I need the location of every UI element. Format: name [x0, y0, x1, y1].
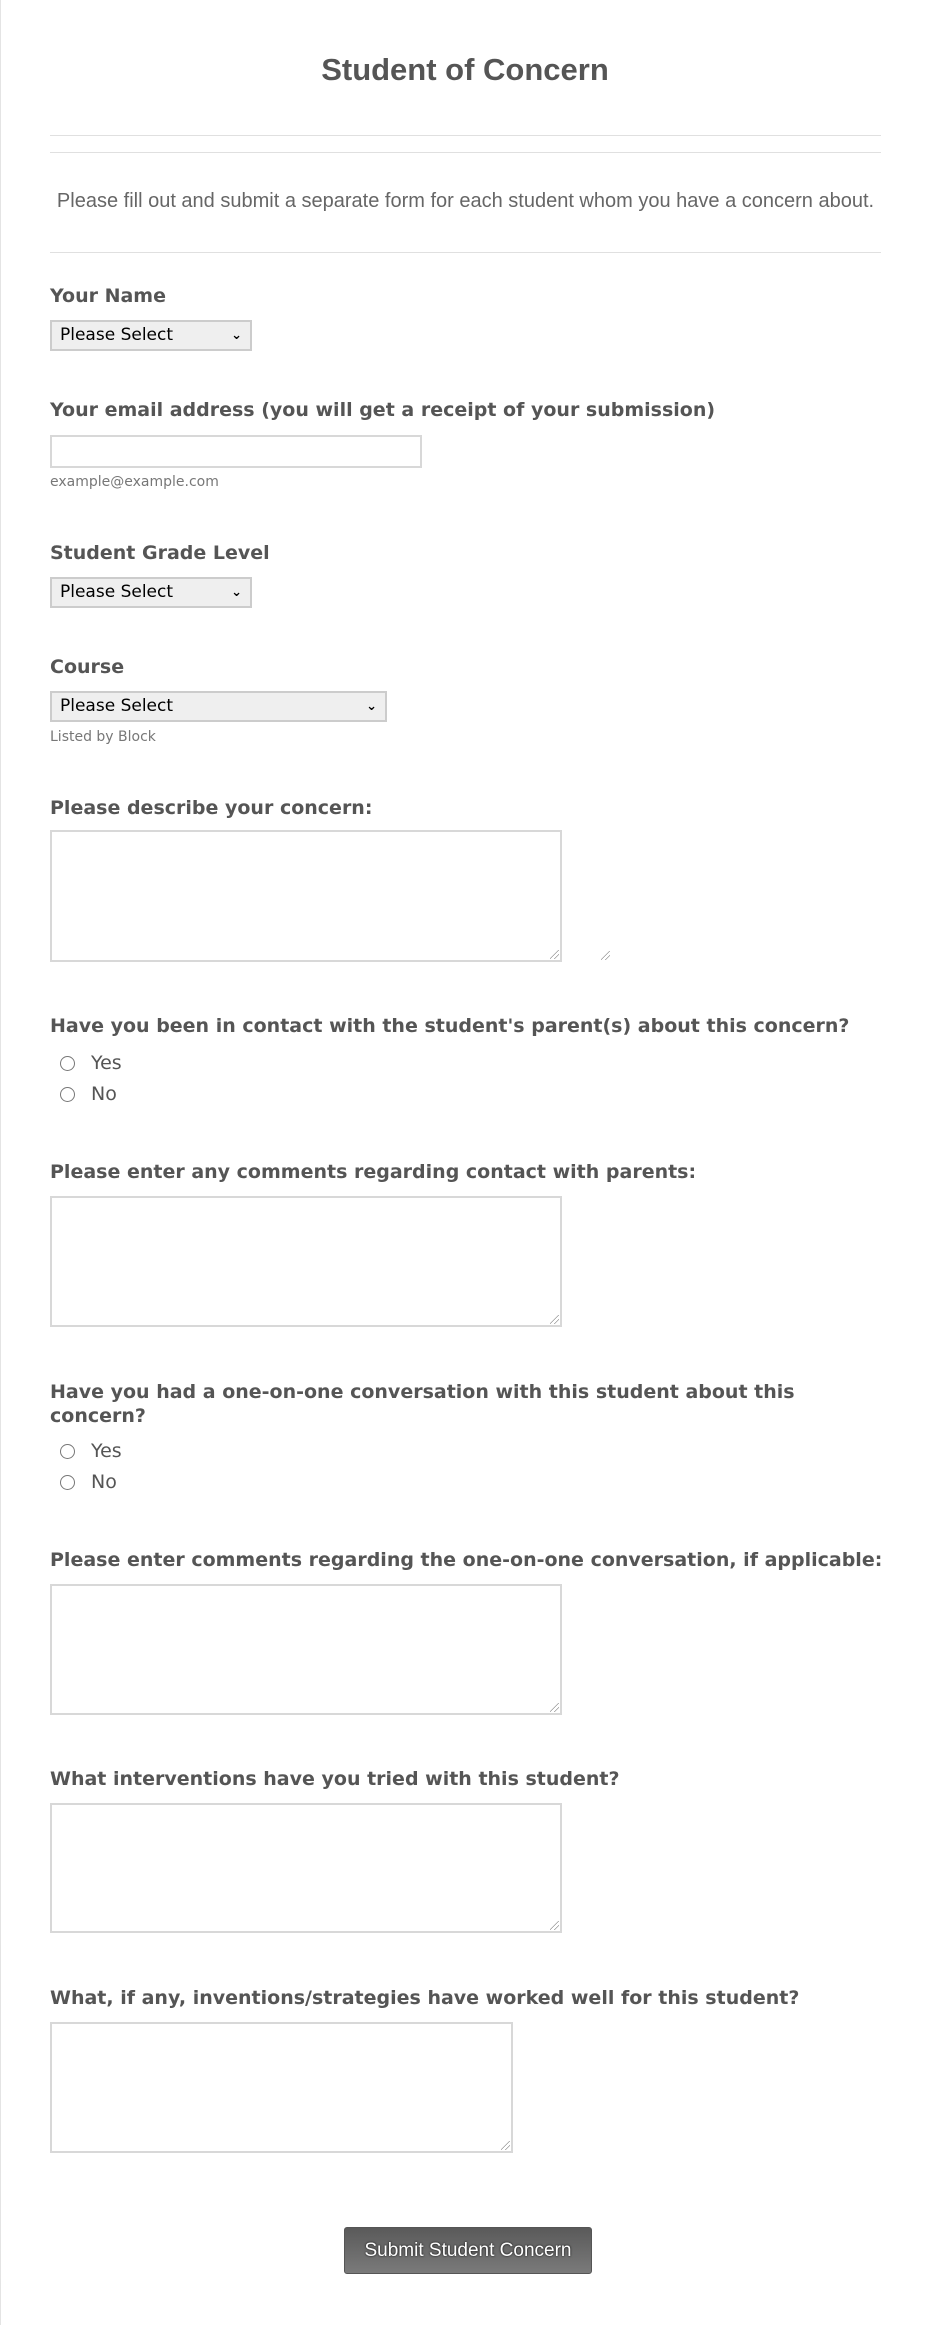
resize-grip-icon[interactable] [550, 1921, 559, 1930]
strategies-textarea[interactable] [50, 2022, 513, 2153]
parent-comments-textarea[interactable] [50, 1196, 562, 1327]
divider [50, 135, 881, 136]
name-select[interactable] [50, 320, 252, 351]
course-select[interactable] [50, 691, 387, 722]
radio-label: No [91, 1471, 117, 1493]
resize-grip-icon[interactable] [501, 2141, 510, 2150]
chevron-down-icon: ⌄ [231, 585, 242, 600]
form-title: Student of Concern [321, 52, 609, 87]
parent-contact-no-radio[interactable] [60, 1083, 117, 1105]
concern-textarea[interactable] [50, 830, 562, 962]
radio-circle-icon [60, 1444, 75, 1459]
resize-grip-icon[interactable] [550, 1315, 559, 1324]
email-sublabel: example@example.com [50, 474, 219, 490]
grade-label: Student Grade Level [50, 542, 270, 564]
course-label: Course [50, 656, 125, 678]
name-label: Your Name [50, 285, 166, 307]
radio-circle-icon [60, 1087, 75, 1102]
email-input[interactable] [50, 435, 422, 468]
one-on-one-yes-radio[interactable] [60, 1440, 122, 1462]
course-select-value: Please Select [60, 696, 174, 716]
parent-comments-label: Please enter any comments regarding contact with parents: [50, 1161, 697, 1183]
one-on-one-no-radio[interactable] [60, 1471, 117, 1493]
one-on-one-comments-label: Please enter comments regarding the one-on-one conversation, if applicable: [50, 1549, 883, 1571]
name-select-value: Please Select [60, 325, 174, 345]
divider [50, 152, 881, 153]
radio-circle-icon [60, 1056, 75, 1071]
one-on-one-label: Have you had a one-on-one conversation with this student about this concern? [50, 1381, 795, 1427]
concern-label: Please describe your concern: [50, 797, 373, 819]
resize-grip-icon[interactable] [550, 1703, 559, 1712]
strategies-label: What, if any, inventions/strategies have worked well for this student? [50, 1987, 800, 2009]
resize-grip-icon[interactable] [551, 951, 560, 960]
chevron-down-icon: ⌄ [366, 699, 377, 714]
interventions-textarea[interactable] [50, 1803, 562, 1933]
interventions-label: What interventions have you tried with this student? [50, 1768, 620, 1790]
grade-select[interactable] [50, 577, 252, 608]
radio-label: No [91, 1083, 117, 1105]
course-sublabel: Listed by Block [50, 729, 156, 745]
radio-circle-icon [60, 1475, 75, 1490]
grade-select-value: Please Select [60, 582, 174, 602]
page-edge [0, 0, 1, 2325]
parent-contact-yes-radio[interactable] [60, 1052, 122, 1074]
divider [50, 252, 881, 253]
radio-label: Yes [91, 1052, 122, 1074]
parent-contact-label: Have you been in contact with the student's parent(s) about this concern? [50, 1015, 850, 1037]
submit-button[interactable]: Submit Student Concern [344, 2227, 592, 2274]
chevron-down-icon: ⌄ [231, 328, 242, 343]
one-on-one-comments-textarea[interactable] [50, 1584, 562, 1715]
radio-label: Yes [91, 1440, 122, 1462]
form-intro: Please fill out and submit a separate form for each student whom you have a concern about. [56, 190, 875, 212]
email-label: Your email address (you will get a receipt of your submission) [50, 399, 716, 421]
